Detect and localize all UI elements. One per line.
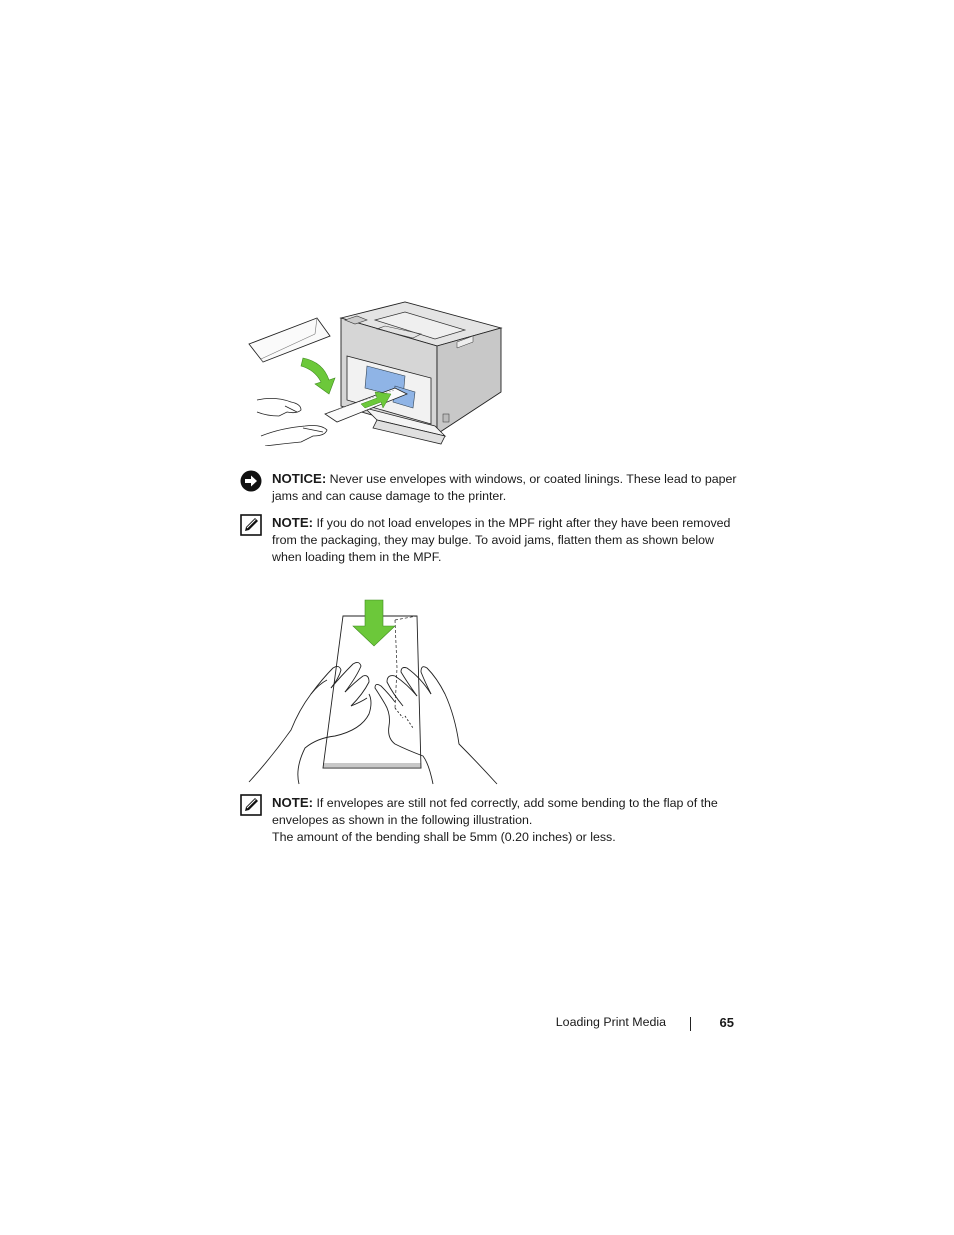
envelope-illustration <box>249 318 330 362</box>
note-text: If you do not load envelopes in the MPF right after they have been removed from the packaging, they may bulge. To avoid jams, flatten them as shown below when loading them in the MPF. <box>272 516 731 565</box>
notice-block <box>240 470 740 505</box>
notice-label: NOTICE: <box>272 471 327 486</box>
footer-separator <box>690 1017 691 1031</box>
note-label: NOTE: <box>272 795 314 810</box>
note-block-bending <box>240 794 740 847</box>
hands-illustration <box>257 398 327 446</box>
notice-text: Never use envelopes with windows, or coated linings. These lead to paper jams and can cause damage to the printer. <box>272 472 737 504</box>
green-curved-arrow <box>301 358 335 394</box>
note-text-bending-limit: The amount of the bending shall be 5mm (0.20 inches) or less. <box>272 830 616 845</box>
flatten-envelope-illustration <box>245 598 501 788</box>
page-number: 65 <box>719 1015 734 1030</box>
note-block-flatten <box>240 514 740 567</box>
note-text: If envelopes are still not fed correctly, add some bending to the flap of the envelopes as shown in the following illustration. <box>272 796 718 828</box>
printer-envelope-illustration <box>245 296 507 446</box>
pencil-note-icon <box>240 514 262 536</box>
note-label: NOTE: <box>272 515 314 530</box>
footer-section-title: Loading Print Media <box>555 1015 666 1029</box>
notice-arrow-icon <box>240 470 262 492</box>
printer-illustration <box>341 302 501 444</box>
pencil-note-icon <box>240 794 262 816</box>
